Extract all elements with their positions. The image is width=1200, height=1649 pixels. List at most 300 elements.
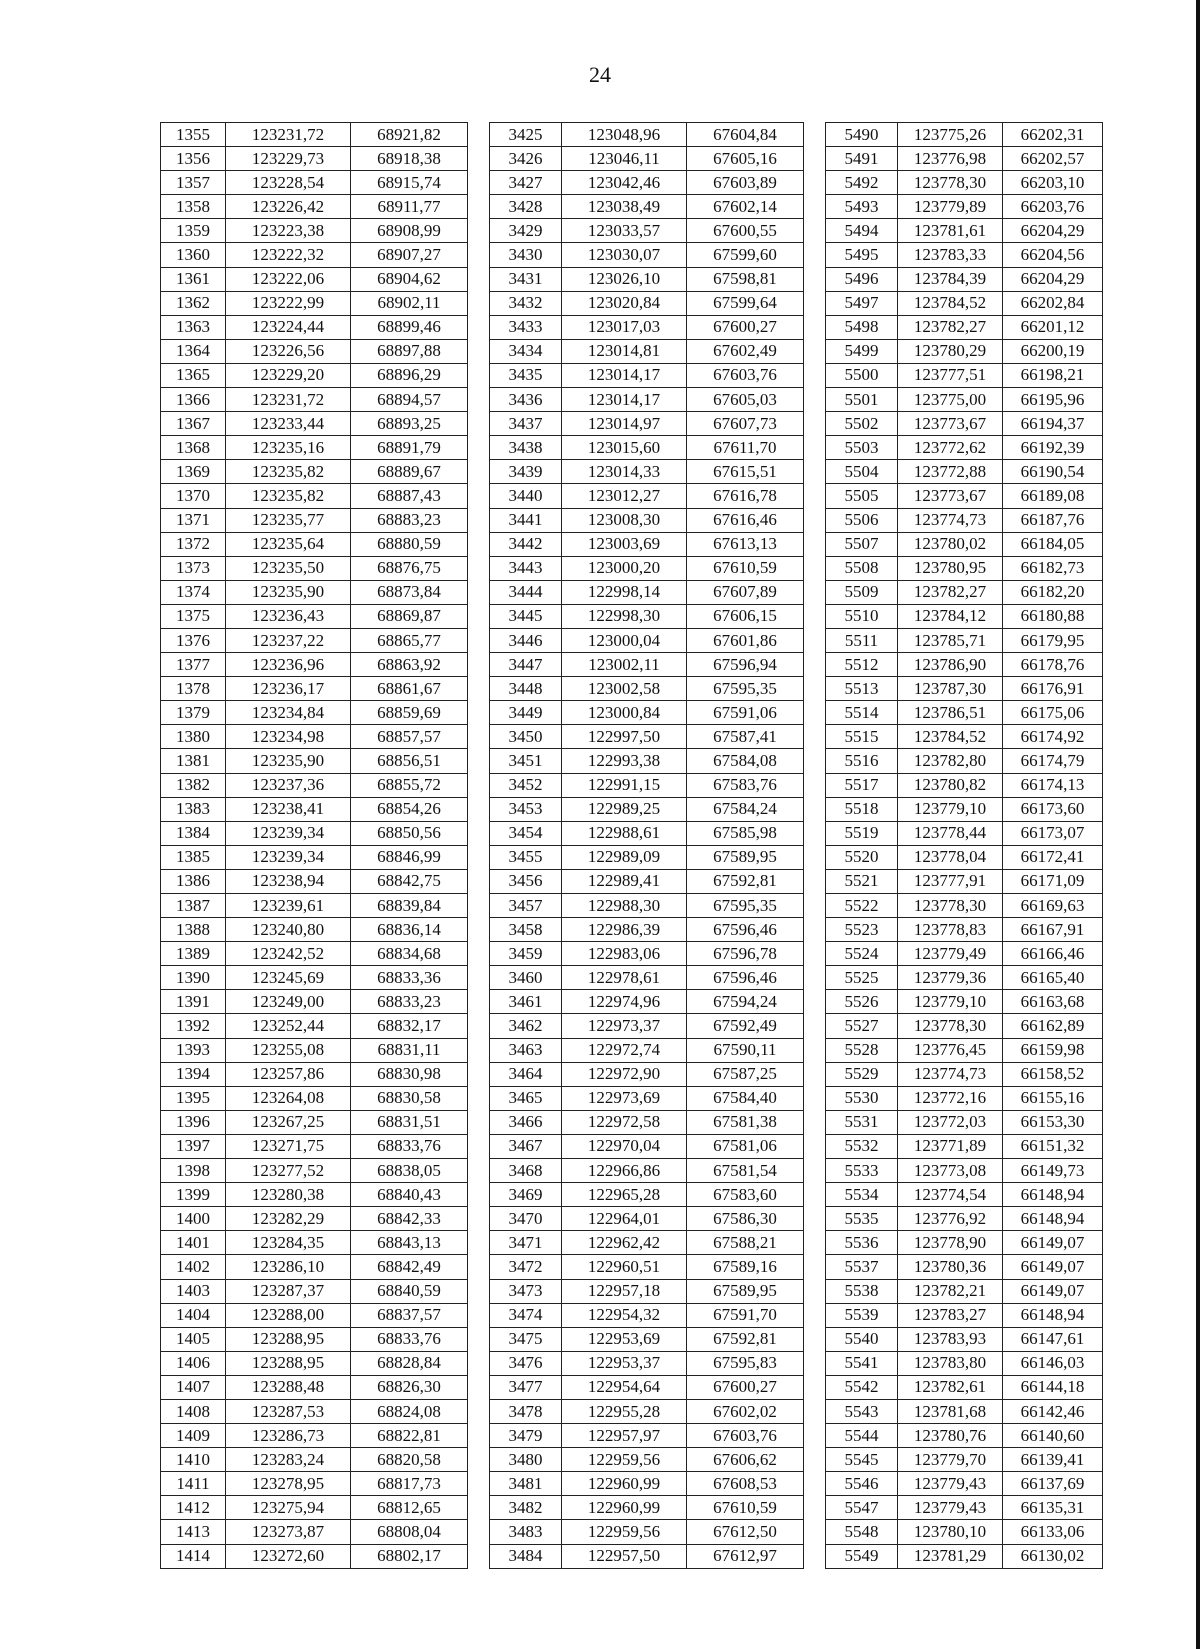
cell-group3-x-coordinate: 123787,30 bbox=[898, 677, 1003, 701]
cell-group1-y-coordinate: 68830,58 bbox=[351, 1086, 468, 1110]
cell-group2-point-number: 3431 bbox=[490, 267, 562, 291]
group-separator bbox=[468, 195, 490, 219]
cell-group2-y-coordinate: 67587,41 bbox=[687, 725, 804, 749]
cell-group1-y-coordinate: 68833,76 bbox=[351, 1327, 468, 1351]
group-separator bbox=[804, 147, 826, 171]
group-separator bbox=[468, 460, 490, 484]
cell-group2-x-coordinate: 122978,61 bbox=[562, 966, 687, 990]
group-separator bbox=[468, 243, 490, 267]
cell-group2-y-coordinate: 67591,06 bbox=[687, 701, 804, 725]
cell-group1-y-coordinate: 68830,98 bbox=[351, 1062, 468, 1086]
cell-group2-point-number: 3460 bbox=[490, 966, 562, 990]
table-row bbox=[161, 701, 1103, 725]
cell-group3-x-coordinate: 123782,21 bbox=[898, 1279, 1003, 1303]
cell-group3-x-coordinate: 123773,67 bbox=[898, 484, 1003, 508]
cell-group1-y-coordinate: 68832,17 bbox=[351, 1014, 468, 1038]
cell-group1-y-coordinate: 68873,84 bbox=[351, 580, 468, 604]
cell-group3-x-coordinate: 123782,61 bbox=[898, 1375, 1003, 1399]
table-row bbox=[161, 219, 1103, 243]
cell-group1-point-number: 1368 bbox=[161, 436, 226, 460]
cell-group1-point-number: 1395 bbox=[161, 1086, 226, 1110]
group-separator bbox=[468, 1279, 490, 1303]
cell-group3-point-number: 5492 bbox=[826, 171, 898, 195]
cell-group3-y-coordinate: 66202,31 bbox=[1003, 123, 1103, 147]
cell-group1-y-coordinate: 68908,99 bbox=[351, 219, 468, 243]
cell-group3-y-coordinate: 66182,20 bbox=[1003, 580, 1103, 604]
cell-group2-y-coordinate: 67602,02 bbox=[687, 1399, 804, 1423]
table-row bbox=[161, 918, 1103, 942]
cell-group1-y-coordinate: 68907,27 bbox=[351, 243, 468, 267]
cell-group2-y-coordinate: 67589,16 bbox=[687, 1255, 804, 1279]
table-row bbox=[161, 1351, 1103, 1375]
cell-group2-x-coordinate: 123002,58 bbox=[562, 677, 687, 701]
group-separator bbox=[468, 821, 490, 845]
cell-group3-point-number: 5499 bbox=[826, 339, 898, 363]
cell-group1-y-coordinate: 68839,84 bbox=[351, 894, 468, 918]
cell-group1-x-coordinate: 123275,94 bbox=[226, 1496, 351, 1520]
group-separator bbox=[468, 1086, 490, 1110]
table-row bbox=[161, 1255, 1103, 1279]
cell-group3-point-number: 5508 bbox=[826, 556, 898, 580]
cell-group2-point-number: 3464 bbox=[490, 1062, 562, 1086]
cell-group1-x-coordinate: 123286,73 bbox=[226, 1424, 351, 1448]
group-separator bbox=[804, 1183, 826, 1207]
group-separator bbox=[468, 1375, 490, 1399]
cell-group3-x-coordinate: 123779,10 bbox=[898, 797, 1003, 821]
cell-group1-x-coordinate: 123257,86 bbox=[226, 1062, 351, 1086]
scan-edge-line bbox=[1196, 0, 1200, 1649]
cell-group2-x-coordinate: 122986,39 bbox=[562, 918, 687, 942]
cell-group2-y-coordinate: 67600,55 bbox=[687, 219, 804, 243]
cell-group2-y-coordinate: 67605,16 bbox=[687, 147, 804, 171]
cell-group1-point-number: 1367 bbox=[161, 412, 226, 436]
cell-group1-point-number: 1387 bbox=[161, 894, 226, 918]
cell-group1-y-coordinate: 68918,38 bbox=[351, 147, 468, 171]
cell-group1-y-coordinate: 68824,08 bbox=[351, 1399, 468, 1423]
cell-group2-x-coordinate: 122998,30 bbox=[562, 604, 687, 628]
cell-group3-y-coordinate: 66190,54 bbox=[1003, 460, 1103, 484]
cell-group1-point-number: 1412 bbox=[161, 1496, 226, 1520]
table-row bbox=[161, 821, 1103, 845]
cell-group3-y-coordinate: 66159,98 bbox=[1003, 1038, 1103, 1062]
cell-group1-point-number: 1398 bbox=[161, 1159, 226, 1183]
cell-group2-point-number: 3448 bbox=[490, 677, 562, 701]
cell-group1-y-coordinate: 68837,57 bbox=[351, 1303, 468, 1327]
cell-group2-point-number: 3461 bbox=[490, 990, 562, 1014]
cell-group1-x-coordinate: 123235,82 bbox=[226, 460, 351, 484]
cell-group3-y-coordinate: 66155,16 bbox=[1003, 1086, 1103, 1110]
cell-group3-x-coordinate: 123783,93 bbox=[898, 1327, 1003, 1351]
cell-group3-point-number: 5544 bbox=[826, 1424, 898, 1448]
cell-group1-point-number: 1392 bbox=[161, 1014, 226, 1038]
cell-group3-point-number: 5501 bbox=[826, 388, 898, 412]
group-separator bbox=[804, 460, 826, 484]
cell-group1-y-coordinate: 68902,11 bbox=[351, 291, 468, 315]
cell-group1-x-coordinate: 123224,44 bbox=[226, 315, 351, 339]
group-separator bbox=[804, 869, 826, 893]
group-separator bbox=[804, 1110, 826, 1134]
table-row bbox=[161, 604, 1103, 628]
cell-group1-y-coordinate: 68846,99 bbox=[351, 845, 468, 869]
group-separator bbox=[468, 1255, 490, 1279]
cell-group1-point-number: 1411 bbox=[161, 1472, 226, 1496]
group-separator bbox=[468, 484, 490, 508]
cell-group3-y-coordinate: 66142,46 bbox=[1003, 1399, 1103, 1423]
group-separator bbox=[804, 1086, 826, 1110]
cell-group1-x-coordinate: 123267,25 bbox=[226, 1110, 351, 1134]
cell-group1-x-coordinate: 123288,95 bbox=[226, 1327, 351, 1351]
cell-group2-y-coordinate: 67605,03 bbox=[687, 388, 804, 412]
table-row bbox=[161, 291, 1103, 315]
cell-group1-x-coordinate: 123235,90 bbox=[226, 749, 351, 773]
cell-group3-y-coordinate: 66169,63 bbox=[1003, 894, 1103, 918]
cell-group2-point-number: 3440 bbox=[490, 484, 562, 508]
cell-group3-point-number: 5521 bbox=[826, 869, 898, 893]
cell-group3-point-number: 5516 bbox=[826, 749, 898, 773]
cell-group2-x-coordinate: 122970,04 bbox=[562, 1134, 687, 1158]
table-row bbox=[161, 653, 1103, 677]
cell-group1-x-coordinate: 123271,75 bbox=[226, 1134, 351, 1158]
cell-group2-x-coordinate: 122973,37 bbox=[562, 1014, 687, 1038]
cell-group2-point-number: 3471 bbox=[490, 1231, 562, 1255]
group-separator bbox=[468, 339, 490, 363]
cell-group3-point-number: 5509 bbox=[826, 580, 898, 604]
table-row bbox=[161, 460, 1103, 484]
group-separator bbox=[468, 773, 490, 797]
group-separator bbox=[804, 1544, 826, 1568]
cell-group1-point-number: 1366 bbox=[161, 388, 226, 412]
cell-group3-y-coordinate: 66162,89 bbox=[1003, 1014, 1103, 1038]
cell-group1-point-number: 1355 bbox=[161, 123, 226, 147]
cell-group2-point-number: 3473 bbox=[490, 1279, 562, 1303]
cell-group3-point-number: 5540 bbox=[826, 1327, 898, 1351]
cell-group1-point-number: 1376 bbox=[161, 628, 226, 652]
cell-group2-point-number: 3427 bbox=[490, 171, 562, 195]
group-separator bbox=[468, 677, 490, 701]
table-row bbox=[161, 1399, 1103, 1423]
cell-group1-x-coordinate: 123287,37 bbox=[226, 1279, 351, 1303]
cell-group3-x-coordinate: 123779,43 bbox=[898, 1472, 1003, 1496]
group-separator bbox=[804, 990, 826, 1014]
cell-group3-y-coordinate: 66175,06 bbox=[1003, 701, 1103, 725]
cell-group3-point-number: 5529 bbox=[826, 1062, 898, 1086]
cell-group2-point-number: 3482 bbox=[490, 1496, 562, 1520]
cell-group2-x-coordinate: 122972,90 bbox=[562, 1062, 687, 1086]
group-separator bbox=[804, 315, 826, 339]
group-separator bbox=[804, 604, 826, 628]
cell-group1-x-coordinate: 123280,38 bbox=[226, 1183, 351, 1207]
cell-group2-point-number: 3476 bbox=[490, 1351, 562, 1375]
group-separator bbox=[804, 195, 826, 219]
table-row bbox=[161, 580, 1103, 604]
cell-group1-point-number: 1380 bbox=[161, 725, 226, 749]
cell-group2-point-number: 3481 bbox=[490, 1472, 562, 1496]
cell-group2-x-coordinate: 122960,99 bbox=[562, 1472, 687, 1496]
cell-group3-x-coordinate: 123774,73 bbox=[898, 508, 1003, 532]
group-separator bbox=[468, 725, 490, 749]
group-separator bbox=[804, 363, 826, 387]
group-separator bbox=[804, 123, 826, 147]
cell-group3-x-coordinate: 123778,04 bbox=[898, 845, 1003, 869]
group-separator bbox=[468, 1183, 490, 1207]
cell-group2-x-coordinate: 122991,15 bbox=[562, 773, 687, 797]
cell-group3-y-coordinate: 66184,05 bbox=[1003, 532, 1103, 556]
table-row bbox=[161, 171, 1103, 195]
group-separator bbox=[804, 1134, 826, 1158]
cell-group3-point-number: 5522 bbox=[826, 894, 898, 918]
cell-group2-x-coordinate: 122997,50 bbox=[562, 725, 687, 749]
group-separator bbox=[468, 918, 490, 942]
cell-group3-point-number: 5533 bbox=[826, 1159, 898, 1183]
cell-group2-x-coordinate: 122959,56 bbox=[562, 1448, 687, 1472]
cell-group1-y-coordinate: 68876,75 bbox=[351, 556, 468, 580]
cell-group3-point-number: 5514 bbox=[826, 701, 898, 725]
cell-group1-x-coordinate: 123252,44 bbox=[226, 1014, 351, 1038]
cell-group1-y-coordinate: 68911,77 bbox=[351, 195, 468, 219]
table-row bbox=[161, 894, 1103, 918]
cell-group2-point-number: 3445 bbox=[490, 604, 562, 628]
cell-group1-point-number: 1374 bbox=[161, 580, 226, 604]
cell-group1-x-coordinate: 123235,16 bbox=[226, 436, 351, 460]
cell-group3-point-number: 5517 bbox=[826, 773, 898, 797]
cell-group2-y-coordinate: 67592,81 bbox=[687, 869, 804, 893]
cell-group1-point-number: 1371 bbox=[161, 508, 226, 532]
cell-group2-x-coordinate: 122964,01 bbox=[562, 1207, 687, 1231]
cell-group1-y-coordinate: 68833,76 bbox=[351, 1134, 468, 1158]
cell-group1-x-coordinate: 123239,34 bbox=[226, 821, 351, 845]
cell-group2-x-coordinate: 122974,96 bbox=[562, 990, 687, 1014]
cell-group2-point-number: 3429 bbox=[490, 219, 562, 243]
cell-group2-point-number: 3444 bbox=[490, 580, 562, 604]
cell-group1-x-coordinate: 123233,44 bbox=[226, 412, 351, 436]
cell-group3-y-coordinate: 66137,69 bbox=[1003, 1472, 1103, 1496]
cell-group3-x-coordinate: 123780,29 bbox=[898, 339, 1003, 363]
cell-group2-x-coordinate: 123000,20 bbox=[562, 556, 687, 580]
cell-group3-x-coordinate: 123777,51 bbox=[898, 363, 1003, 387]
cell-group2-y-coordinate: 67602,49 bbox=[687, 339, 804, 363]
group-separator bbox=[804, 628, 826, 652]
cell-group2-y-coordinate: 67612,97 bbox=[687, 1544, 804, 1568]
cell-group2-x-coordinate: 122960,51 bbox=[562, 1255, 687, 1279]
cell-group1-point-number: 1403 bbox=[161, 1279, 226, 1303]
cell-group3-x-coordinate: 123784,52 bbox=[898, 725, 1003, 749]
cell-group2-y-coordinate: 67586,30 bbox=[687, 1207, 804, 1231]
group-separator bbox=[804, 436, 826, 460]
cell-group3-y-coordinate: 66174,79 bbox=[1003, 749, 1103, 773]
group-separator bbox=[804, 677, 826, 701]
cell-group2-y-coordinate: 67604,84 bbox=[687, 123, 804, 147]
cell-group1-x-coordinate: 123222,32 bbox=[226, 243, 351, 267]
cell-group1-x-coordinate: 123273,87 bbox=[226, 1520, 351, 1544]
cell-group1-y-coordinate: 68899,46 bbox=[351, 315, 468, 339]
group-separator bbox=[804, 1159, 826, 1183]
cell-group2-point-number: 3474 bbox=[490, 1303, 562, 1327]
cell-group3-point-number: 5507 bbox=[826, 532, 898, 556]
cell-group3-point-number: 5500 bbox=[826, 363, 898, 387]
cell-group1-point-number: 1379 bbox=[161, 701, 226, 725]
group-separator bbox=[804, 388, 826, 412]
cell-group1-y-coordinate: 68817,73 bbox=[351, 1472, 468, 1496]
cell-group2-point-number: 3453 bbox=[490, 797, 562, 821]
cell-group2-point-number: 3425 bbox=[490, 123, 562, 147]
cell-group3-x-coordinate: 123778,44 bbox=[898, 821, 1003, 845]
cell-group2-x-coordinate: 123014,33 bbox=[562, 460, 687, 484]
cell-group1-point-number: 1377 bbox=[161, 653, 226, 677]
cell-group2-point-number: 3432 bbox=[490, 291, 562, 315]
cell-group1-x-coordinate: 123239,61 bbox=[226, 894, 351, 918]
cell-group2-y-coordinate: 67600,27 bbox=[687, 315, 804, 339]
table-row bbox=[161, 869, 1103, 893]
cell-group2-x-coordinate: 123026,10 bbox=[562, 267, 687, 291]
group-separator bbox=[468, 1472, 490, 1496]
cell-group3-y-coordinate: 66149,07 bbox=[1003, 1231, 1103, 1255]
cell-group2-x-coordinate: 122972,58 bbox=[562, 1110, 687, 1134]
cell-group1-y-coordinate: 68897,88 bbox=[351, 339, 468, 363]
cell-group2-point-number: 3435 bbox=[490, 363, 562, 387]
cell-group1-x-coordinate: 123229,20 bbox=[226, 363, 351, 387]
cell-group1-point-number: 1370 bbox=[161, 484, 226, 508]
table-row bbox=[161, 267, 1103, 291]
cell-group1-y-coordinate: 68822,81 bbox=[351, 1424, 468, 1448]
cell-group3-point-number: 5513 bbox=[826, 677, 898, 701]
cell-group1-y-coordinate: 68843,13 bbox=[351, 1231, 468, 1255]
cell-group2-y-coordinate: 67610,59 bbox=[687, 556, 804, 580]
cell-group2-x-coordinate: 123014,81 bbox=[562, 339, 687, 363]
cell-group3-point-number: 5503 bbox=[826, 436, 898, 460]
cell-group1-point-number: 1356 bbox=[161, 147, 226, 171]
cell-group3-y-coordinate: 66204,56 bbox=[1003, 243, 1103, 267]
group-separator bbox=[468, 580, 490, 604]
cell-group2-y-coordinate: 67581,38 bbox=[687, 1110, 804, 1134]
cell-group1-y-coordinate: 68850,56 bbox=[351, 821, 468, 845]
cell-group3-x-coordinate: 123783,33 bbox=[898, 243, 1003, 267]
cell-group3-x-coordinate: 123778,30 bbox=[898, 1014, 1003, 1038]
cell-group1-point-number: 1397 bbox=[161, 1134, 226, 1158]
cell-group3-point-number: 5526 bbox=[826, 990, 898, 1014]
group-separator bbox=[804, 1351, 826, 1375]
cell-group3-point-number: 5510 bbox=[826, 604, 898, 628]
cell-group1-point-number: 1396 bbox=[161, 1110, 226, 1134]
cell-group1-x-coordinate: 123287,53 bbox=[226, 1399, 351, 1423]
cell-group1-x-coordinate: 123272,60 bbox=[226, 1544, 351, 1568]
table-row bbox=[161, 1448, 1103, 1472]
table-row bbox=[161, 942, 1103, 966]
cell-group2-y-coordinate: 67589,95 bbox=[687, 1279, 804, 1303]
group-separator bbox=[468, 412, 490, 436]
cell-group3-x-coordinate: 123779,43 bbox=[898, 1496, 1003, 1520]
cell-group1-y-coordinate: 68842,75 bbox=[351, 869, 468, 893]
group-separator bbox=[804, 1038, 826, 1062]
group-separator bbox=[468, 1327, 490, 1351]
cell-group3-point-number: 5493 bbox=[826, 195, 898, 219]
cell-group2-point-number: 3439 bbox=[490, 460, 562, 484]
cell-group3-point-number: 5542 bbox=[826, 1375, 898, 1399]
group-separator bbox=[468, 1424, 490, 1448]
cell-group2-x-coordinate: 123033,57 bbox=[562, 219, 687, 243]
cell-group2-x-coordinate: 122953,37 bbox=[562, 1351, 687, 1375]
cell-group1-point-number: 1404 bbox=[161, 1303, 226, 1327]
cell-group3-x-coordinate: 123775,00 bbox=[898, 388, 1003, 412]
table-row bbox=[161, 508, 1103, 532]
group-separator bbox=[804, 1448, 826, 1472]
cell-group3-y-coordinate: 66148,94 bbox=[1003, 1207, 1103, 1231]
cell-group2-point-number: 3428 bbox=[490, 195, 562, 219]
group-separator bbox=[468, 701, 490, 725]
group-separator bbox=[804, 773, 826, 797]
cell-group3-point-number: 5495 bbox=[826, 243, 898, 267]
cell-group3-x-coordinate: 123780,02 bbox=[898, 532, 1003, 556]
table-row bbox=[161, 990, 1103, 1014]
group-separator bbox=[468, 1038, 490, 1062]
cell-group3-point-number: 5538 bbox=[826, 1279, 898, 1303]
cell-group3-x-coordinate: 123786,90 bbox=[898, 653, 1003, 677]
cell-group3-point-number: 5520 bbox=[826, 845, 898, 869]
cell-group2-y-coordinate: 67583,76 bbox=[687, 773, 804, 797]
cell-group3-y-coordinate: 66149,73 bbox=[1003, 1159, 1103, 1183]
cell-group2-x-coordinate: 122989,41 bbox=[562, 869, 687, 893]
cell-group2-point-number: 3458 bbox=[490, 918, 562, 942]
cell-group1-x-coordinate: 123242,52 bbox=[226, 942, 351, 966]
cell-group3-y-coordinate: 66178,76 bbox=[1003, 653, 1103, 677]
cell-group1-y-coordinate: 68856,51 bbox=[351, 749, 468, 773]
cell-group3-point-number: 5502 bbox=[826, 412, 898, 436]
cell-group1-x-coordinate: 123249,00 bbox=[226, 990, 351, 1014]
cell-group1-point-number: 1357 bbox=[161, 171, 226, 195]
cell-group1-point-number: 1399 bbox=[161, 1183, 226, 1207]
cell-group3-point-number: 5549 bbox=[826, 1544, 898, 1568]
cell-group2-point-number: 3469 bbox=[490, 1183, 562, 1207]
cell-group1-point-number: 1408 bbox=[161, 1399, 226, 1423]
group-separator bbox=[804, 1327, 826, 1351]
cell-group1-x-coordinate: 123236,43 bbox=[226, 604, 351, 628]
cell-group2-x-coordinate: 122954,64 bbox=[562, 1375, 687, 1399]
cell-group3-y-coordinate: 66202,57 bbox=[1003, 147, 1103, 171]
cell-group3-x-coordinate: 123782,27 bbox=[898, 315, 1003, 339]
cell-group2-y-coordinate: 67600,27 bbox=[687, 1375, 804, 1399]
cell-group1-x-coordinate: 123236,96 bbox=[226, 653, 351, 677]
cell-group3-point-number: 5536 bbox=[826, 1231, 898, 1255]
cell-group1-y-coordinate: 68869,87 bbox=[351, 604, 468, 628]
cell-group2-x-coordinate: 122989,25 bbox=[562, 797, 687, 821]
cell-group2-point-number: 3443 bbox=[490, 556, 562, 580]
cell-group3-x-coordinate: 123779,49 bbox=[898, 942, 1003, 966]
cell-group1-x-coordinate: 123240,80 bbox=[226, 918, 351, 942]
group-separator bbox=[468, 942, 490, 966]
cell-group1-y-coordinate: 68842,33 bbox=[351, 1207, 468, 1231]
cell-group3-point-number: 5491 bbox=[826, 147, 898, 171]
cell-group1-point-number: 1400 bbox=[161, 1207, 226, 1231]
table-row bbox=[161, 339, 1103, 363]
page-number: 24 bbox=[589, 62, 611, 87]
group-separator bbox=[468, 1520, 490, 1544]
cell-group1-point-number: 1389 bbox=[161, 942, 226, 966]
cell-group3-y-coordinate: 66148,94 bbox=[1003, 1303, 1103, 1327]
cell-group2-y-coordinate: 67603,89 bbox=[687, 171, 804, 195]
cell-group2-y-coordinate: 67598,81 bbox=[687, 267, 804, 291]
cell-group3-x-coordinate: 123780,76 bbox=[898, 1424, 1003, 1448]
table-row bbox=[161, 1231, 1103, 1255]
cell-group2-y-coordinate: 67596,46 bbox=[687, 966, 804, 990]
cell-group2-point-number: 3450 bbox=[490, 725, 562, 749]
group-separator bbox=[468, 291, 490, 315]
cell-group1-y-coordinate: 68857,57 bbox=[351, 725, 468, 749]
group-separator bbox=[804, 1231, 826, 1255]
cell-group1-point-number: 1406 bbox=[161, 1351, 226, 1375]
group-separator bbox=[468, 845, 490, 869]
cell-group2-point-number: 3470 bbox=[490, 1207, 562, 1231]
cell-group2-x-coordinate: 122965,28 bbox=[562, 1183, 687, 1207]
cell-group2-y-coordinate: 67595,83 bbox=[687, 1351, 804, 1375]
